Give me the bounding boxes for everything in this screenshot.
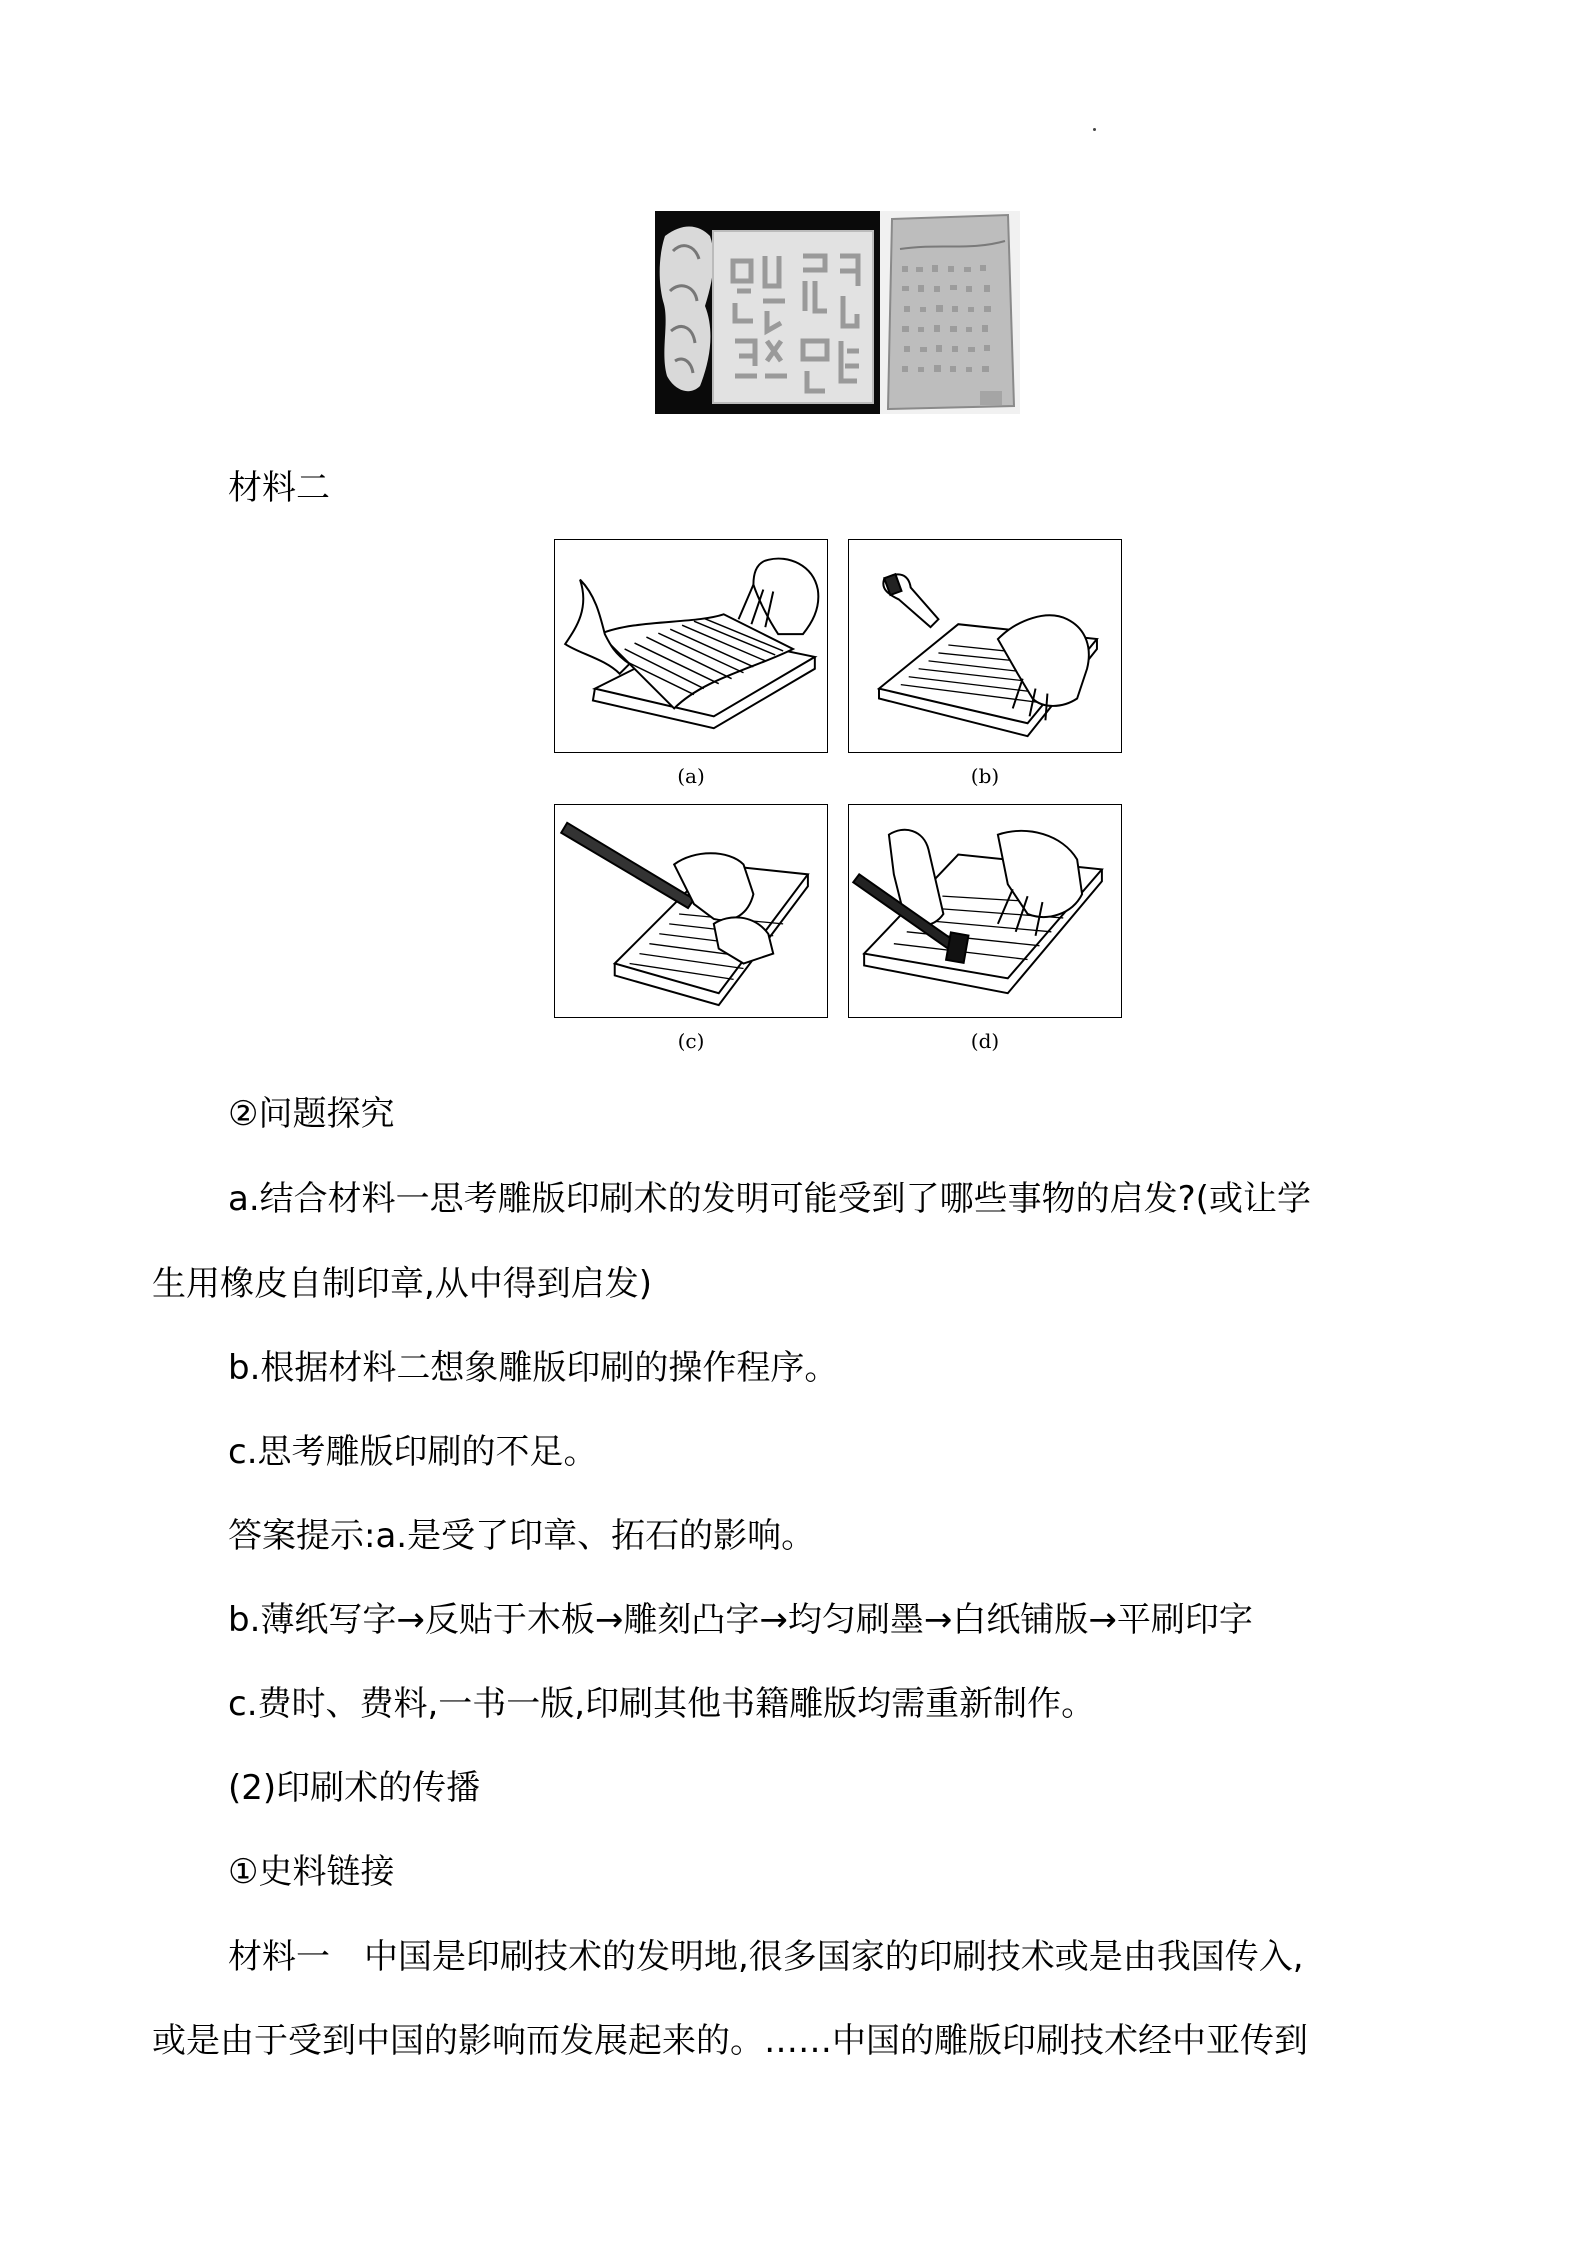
stone-rubbing-photo [880, 211, 1020, 414]
figure-panel-a [554, 539, 828, 753]
question-heading: ②问题探究 [228, 1094, 395, 1134]
material-two-heading: 材料二 [228, 468, 330, 508]
figure-panel-b [848, 539, 1122, 753]
paper-laying-illustration [555, 540, 827, 752]
question-b: b.根据材料二想象雕版印刷的操作程序。 [228, 1348, 839, 1388]
answer-b: b.薄纸写字→反贴于木板→雕刻凸字→均匀刷墨→白纸铺版→平刷印字 [228, 1600, 1253, 1640]
figure-panel-d [848, 804, 1122, 1018]
inking-brush-illustration [555, 805, 827, 1017]
scan-dot [1093, 128, 1096, 131]
question-c: c.思考雕版印刷的不足。 [228, 1432, 598, 1472]
material-one-line1: 材料一 中国是印刷技术的发明地,很多国家的印刷技术或是由我国传入, [228, 1937, 1304, 1977]
seal-photo [655, 211, 880, 414]
caption-c: (c) [677, 1029, 705, 1053]
printing-brush-illustration [849, 805, 1121, 1017]
question-a-line1: a.结合材料一思考雕版印刷术的发明可能受到了哪些事物的启发?(或让学 [228, 1179, 1311, 1219]
caption-d: (d) [970, 1029, 1000, 1053]
subsection-heading: (2)印刷术的传播 [228, 1768, 481, 1808]
caption-b: (b) [970, 764, 1000, 788]
carving-illustration [849, 540, 1121, 752]
figure-panel-c [554, 804, 828, 1018]
answer-c: c.费时、费料,一书一版,印刷其他书籍雕版均需重新制作。 [228, 1684, 1096, 1724]
caption-a: (a) [677, 764, 705, 788]
material-one-line2: 或是由于受到中国的影响而发展起来的。……中国的雕版印刷技术经中亚传到 [152, 2021, 1308, 2061]
history-link-heading: ①史料链接 [228, 1852, 395, 1892]
question-a-line2: 生用橡皮自制印章,从中得到启发) [152, 1264, 653, 1304]
answer-a: 答案提示:a.是受了印章、拓石的影响。 [228, 1516, 816, 1556]
